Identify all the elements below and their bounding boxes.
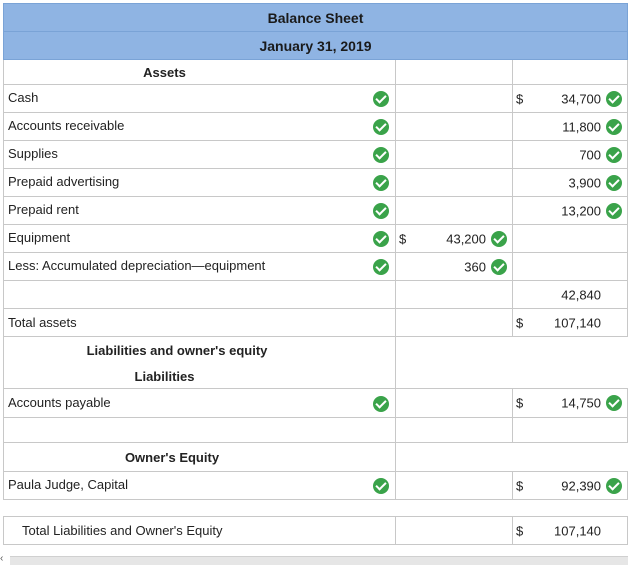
spacer-row xyxy=(4,500,628,517)
check-circle-icon xyxy=(373,91,389,107)
asset-amount[interactable]: 700 xyxy=(513,141,628,169)
equipment-row xyxy=(4,225,628,253)
asset-label[interactable]: Prepaid rent xyxy=(4,197,396,225)
check-circle-icon xyxy=(491,231,507,247)
accounts-payable-amount[interactable]: $ 14,750 xyxy=(513,389,628,418)
asset-amount[interactable]: $ 34,700 xyxy=(513,85,628,113)
total-assets-label[interactable]: Total assets xyxy=(4,309,396,337)
check-circle-icon xyxy=(373,203,389,219)
asset-row-prepaid-rent xyxy=(4,197,628,225)
liab-equity-heading-row xyxy=(4,337,628,365)
accounts-payable-row xyxy=(4,389,628,418)
total-liab-equity-row xyxy=(4,517,628,545)
title-row xyxy=(4,4,628,32)
check-circle-icon xyxy=(373,396,389,412)
liabilities-heading: Liabilities xyxy=(4,364,396,389)
check-circle-icon xyxy=(606,91,622,107)
asset-label[interactable]: Supplies xyxy=(4,141,396,169)
check-circle-icon xyxy=(373,119,389,135)
capital-label[interactable]: Paula Judge, Capital xyxy=(4,472,396,500)
net-equipment-row xyxy=(4,281,628,309)
depreciation-amount[interactable]: 360 xyxy=(396,253,513,281)
asset-row-supplies xyxy=(4,141,628,169)
check-circle-icon xyxy=(606,175,622,191)
depreciation-row xyxy=(4,253,628,281)
check-circle-icon xyxy=(373,147,389,163)
asset-amount[interactable]: 3,900 xyxy=(513,169,628,197)
total-liab-equity-amount[interactable]: $ 107,140 xyxy=(513,517,628,545)
check-circle-icon xyxy=(373,231,389,247)
assets-heading: Assets xyxy=(4,60,396,85)
owners-equity-heading: Owner's Equity xyxy=(4,443,396,472)
check-circle-icon xyxy=(373,175,389,191)
equipment-amount[interactable]: $ 43,200 xyxy=(396,225,513,253)
total-liab-equity-label[interactable]: Total Liabilities and Owner's Equity xyxy=(4,517,396,545)
sheet-date: January 31, 2019 xyxy=(4,32,628,60)
empty-row xyxy=(4,418,628,443)
date-row xyxy=(4,32,628,60)
accounts-payable-label[interactable]: Accounts payable xyxy=(4,389,396,418)
check-circle-icon xyxy=(606,147,622,163)
depreciation-label[interactable]: Less: Accumulated depreciation—equipment xyxy=(4,253,396,281)
liabilities-heading-row xyxy=(4,364,628,389)
asset-amount[interactable]: 11,800 xyxy=(513,113,628,141)
net-equipment-amount[interactable]: 42,840 xyxy=(513,281,628,309)
check-circle-icon xyxy=(606,119,622,135)
check-circle-icon xyxy=(606,478,622,494)
total-assets-amount[interactable]: $ 107,140 xyxy=(513,309,628,337)
sheet-title: Balance Sheet xyxy=(4,4,628,32)
equipment-label[interactable]: Equipment xyxy=(4,225,396,253)
scroll-left-icon[interactable]: ‹ xyxy=(0,553,4,564)
balance-sheet-table xyxy=(3,3,628,545)
capital-amount[interactable]: $ 92,390 xyxy=(513,472,628,500)
asset-amount[interactable]: 13,200 xyxy=(513,197,628,225)
check-circle-icon xyxy=(491,259,507,275)
liab-equity-heading: Liabilities and owner's equity xyxy=(4,337,396,365)
owners-equity-heading-row xyxy=(4,443,628,472)
check-circle-icon xyxy=(606,395,622,411)
check-circle-icon xyxy=(373,259,389,275)
asset-row-prepaid-advertising xyxy=(4,169,628,197)
assets-heading-row xyxy=(4,60,628,85)
asset-row-receivable xyxy=(4,113,628,141)
check-circle-icon xyxy=(606,203,622,219)
asset-label[interactable]: Accounts receivable xyxy=(4,113,396,141)
asset-label[interactable]: Cash xyxy=(4,85,396,113)
asset-row-cash xyxy=(4,85,628,113)
asset-label[interactable]: Prepaid advertising xyxy=(4,169,396,197)
capital-row xyxy=(4,472,628,500)
check-circle-icon xyxy=(373,478,389,494)
total-assets-row xyxy=(4,309,628,337)
